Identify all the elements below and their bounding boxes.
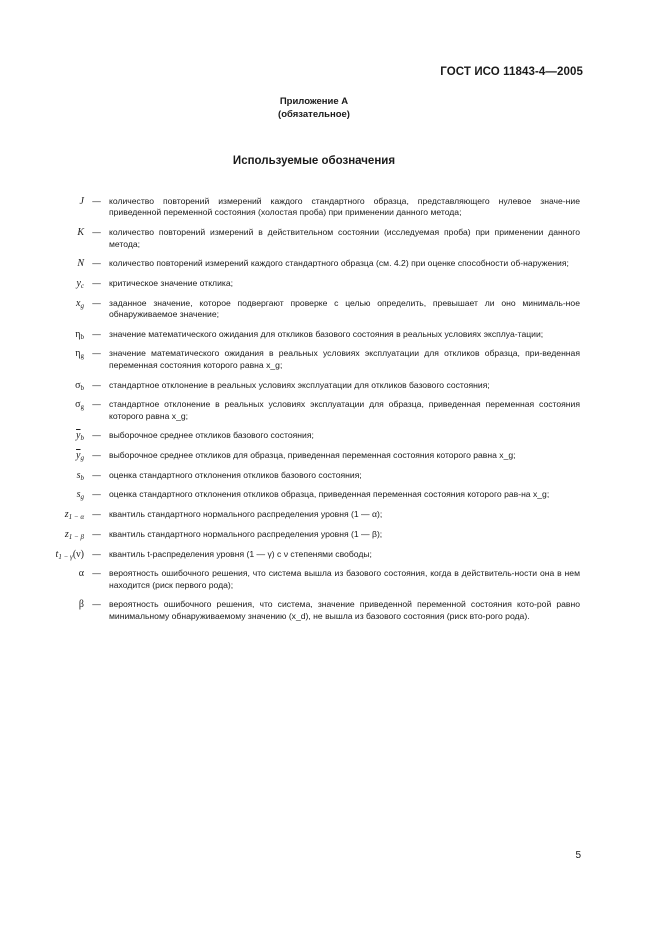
definition-text: критическое значение отклика; xyxy=(109,277,233,288)
dash: — xyxy=(92,297,101,308)
definition-row xyxy=(40,599,580,622)
symbol: $s_g$ xyxy=(76,489,84,502)
dash: — xyxy=(92,509,101,520)
definition-text: вероятность ошибочного решения, что система вышла из базового состояния, когда в действитель-ности она в нем находится (риск первого рода); xyxy=(109,568,580,590)
symbol: $\eta_b$ xyxy=(75,328,84,341)
page-number: 5 xyxy=(575,850,581,861)
symbol: $z_{1 - \alpha}$ xyxy=(64,509,84,522)
definition-row xyxy=(40,509,580,520)
definition-row xyxy=(40,549,580,560)
dash: — xyxy=(92,348,101,359)
definition-row xyxy=(40,430,580,441)
definition-row xyxy=(40,450,580,461)
definition-row xyxy=(40,529,580,540)
definition-text: стандартное отклонение в реальных условиях эксплуатации для откликов базового состояния; xyxy=(109,379,490,390)
definition-row xyxy=(40,568,580,591)
definition-text: выборочное среднее откликов базового состояния; xyxy=(109,430,314,441)
annex-title: Приложение А xyxy=(279,96,349,107)
symbol: J xyxy=(79,196,84,207)
section-title: Используемые обозначения xyxy=(232,155,396,167)
symbol: $x_g$ xyxy=(76,297,84,310)
definition-row xyxy=(40,258,580,269)
definition-row xyxy=(40,399,580,422)
definition-text: значение математического ожидания для откликов базового состояния в реальных условиях эксплуа-тации; xyxy=(109,328,544,339)
definition-text: стандартное отклонение в реальных условиях эксплуатации для образца, приведенная переменная состояния которого равна x_g; xyxy=(109,399,580,421)
definition-row xyxy=(40,470,580,481)
dash: — xyxy=(92,277,101,288)
definition-text: количество повторений измерений каждого стандартного образца (см. 4.2) при оценке способности об-наружения; xyxy=(109,258,569,269)
symbol: $\eta_g$ xyxy=(75,348,84,361)
symbol: K xyxy=(77,227,84,239)
symbol: N xyxy=(77,258,84,270)
symbol: $\overline{y}_b$ xyxy=(76,430,84,443)
definition-row xyxy=(40,196,580,219)
annex-heading xyxy=(0,95,628,121)
dash: — xyxy=(92,379,101,390)
definition-row xyxy=(40,380,580,391)
definitions-list xyxy=(40,196,580,631)
symbol: $\sigma_b$ xyxy=(75,379,84,392)
symbol: $\sigma_g$ xyxy=(75,399,84,412)
dash: — xyxy=(92,258,101,269)
definition-row xyxy=(40,227,580,250)
dash: — xyxy=(92,227,101,238)
dash: — xyxy=(92,469,101,480)
symbol: β xyxy=(78,599,84,611)
definition-text: квантиль стандартного нормального распределения уровня (1 — α); xyxy=(109,509,383,520)
definition-row xyxy=(40,298,580,321)
dash: — xyxy=(92,196,101,206)
standard-header: ГОСТ ИСО 11843-4—2005 xyxy=(440,66,583,78)
definition-row xyxy=(40,348,580,371)
dash: — xyxy=(92,430,101,441)
symbol: $z_{1 - \beta}$ xyxy=(64,528,84,541)
dash: — xyxy=(92,489,101,500)
definition-text: квантиль стандартного нормального распределения уровня (1 — β); xyxy=(109,528,383,539)
definition-text: квантиль t-распределения уровня (1 — γ) с ν степенями свободы; xyxy=(109,548,372,559)
definition-text: оценка стандартного отклонения откликов базового состояния; xyxy=(109,469,362,480)
definition-row xyxy=(40,278,580,289)
symbol: $y_c$ xyxy=(76,277,84,290)
definition-text: количество повторений измерений в действительном состоянии (исследуемая проба) при применении данного метода; xyxy=(109,227,580,249)
definition-row xyxy=(40,329,580,340)
dash: — xyxy=(92,599,101,610)
definition-row xyxy=(40,489,580,500)
definition-text: вероятность ошибочного решения, что система, значение приведенной переменной состояния кото-рой равно минимальному обнаруживаемому значению (x_d), не вышла из базового состояния (риск вто-рого рода). xyxy=(109,599,580,621)
dash: — xyxy=(92,568,101,579)
dash: — xyxy=(92,528,101,539)
symbol: $\overline{y}_g$ xyxy=(76,450,84,463)
definition-text: выборочное среднее откликов для образца, приведенная переменная состояния которого равна x_g; xyxy=(109,450,516,461)
symbol: α xyxy=(78,568,84,580)
symbol: $t_{1 - \gamma}(\nu)$ xyxy=(55,548,84,561)
definition-text: количество повторений измерений каждого стандартного образца, представляющего нулевое значе-ние приведенной переменной состояния (холостая проба) при применении данного метода; xyxy=(109,196,580,218)
dash: — xyxy=(92,548,101,559)
definition-text: значение математического ожидания в реальных условиях эксплуатации для откликов образца, при-веденная переменная состояния которого равна x_g; xyxy=(109,348,580,370)
dash: — xyxy=(92,399,101,410)
definition-text: заданное значение, которое подвергают проверке с целью определить, превышает ли оно минималь-ное обнаруживаемое значение; xyxy=(109,297,580,320)
dash: — xyxy=(92,328,101,339)
annex-subtitle: (обязательное) xyxy=(278,109,350,120)
definition-text: оценка стандартного отклонения откликов образца, приведенная переменная состояния которого рав-на x_g; xyxy=(109,489,550,500)
symbol: $s_b$ xyxy=(76,469,84,482)
dash: — xyxy=(92,450,101,461)
